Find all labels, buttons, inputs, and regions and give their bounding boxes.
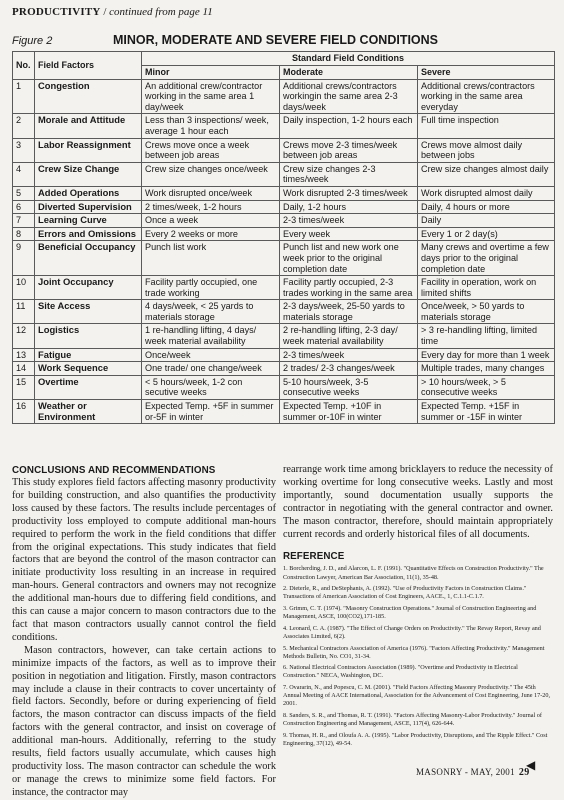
field-conditions-table <box>12 51 555 424</box>
moderate-condition: 5-10 hours/week, 3-5 consecutive weeks <box>280 375 418 399</box>
field-factor: Learning Curve <box>35 214 142 228</box>
field-factor: Work Sequence <box>35 362 142 376</box>
table-row <box>13 114 555 138</box>
moderate-condition: Additional crews/contractors workingin the same area 2-3 days/week <box>280 79 418 114</box>
row-number: 12 <box>13 324 35 348</box>
conclusions-heading: CONCLUSIONS AND RECOMMENDATIONS <box>12 465 216 476</box>
row-number: 14 <box>13 362 35 376</box>
row-number: 11 <box>13 300 35 324</box>
severe-condition: Every day for more than 1 week <box>418 348 555 362</box>
field-factor: Added Operations <box>35 186 142 200</box>
field-factor: Fatigue <box>35 348 142 362</box>
severe-condition: > 10 hours/week, > 5 consecutive weeks <box>418 375 555 399</box>
figure-title: MINOR, MODERATE AND SEVERE FIELD CONDITIONS <box>113 33 439 47</box>
table-row <box>13 186 555 200</box>
moderate-condition: Daily inspection, 1-2 hours each <box>280 114 418 138</box>
continued-note: continued from page 11 <box>109 6 213 18</box>
running-head-separator: / <box>100 6 110 18</box>
field-factor: Crew Size Change <box>35 162 142 186</box>
severe-condition: Once/week, > 50 yards to materials storage <box>418 300 555 324</box>
page-footer <box>416 767 530 778</box>
table-row <box>13 324 555 348</box>
row-number: 3 <box>13 138 35 162</box>
table-row <box>13 214 555 228</box>
minor-condition: 2 times/week, 1-2 hours <box>142 200 280 214</box>
figure-label: Figure 2 <box>12 35 53 47</box>
table-row <box>13 241 555 276</box>
conclusions-paragraph-3: rearrange work time among bricklayers to reduce the necessity of working overtime for long consecutive weeks. Lastly and most importantly, sound documentation usually supports the contractor in negotiating with the general contractor and owner. The mason contractor, therefore, should maintain appropriately current records and orderly historical files of all documents. <box>283 464 553 540</box>
moderate-condition: Crews move 2-3 times/week between job areas <box>280 138 418 162</box>
severe-condition: Daily <box>418 214 555 228</box>
severe-condition: Many crews and overtime a few days prior to the original completion date <box>418 241 555 276</box>
row-number: 5 <box>13 186 35 200</box>
reference-item: 5. Mechanical Contractors Association of America (1976). "Factors Affecting Productivity." Management Methods Bulletin, No. CO1, 31-34. <box>283 644 545 660</box>
severe-condition: > 3 re-handling lifting, limited time <box>418 324 555 348</box>
field-factor: Overtime <box>35 375 142 399</box>
minor-condition: Less than 3 inspections/ week, average 1 hour each <box>142 114 280 138</box>
minor-condition: Once a week <box>142 214 280 228</box>
field-factor: Site Access <box>35 300 142 324</box>
moderate-condition: Every week <box>280 227 418 241</box>
minor-condition: 4 days/week, < 25 yards to materials storage <box>142 300 280 324</box>
moderate-condition: 2-3 times/week <box>280 348 418 362</box>
minor-condition: Every 2 weeks or more <box>142 227 280 241</box>
moderate-condition: 2 trades/ 2-3 changes/week <box>280 362 418 376</box>
reference-item: 7. Ovararin, N., and Popescu, C. M. (2001). "Field Factors Affecting Masonry Productivity." The 45th Annual Meeting of AACE International, Association for the Advancement of Cost Engineering, June 17-20, 2001. <box>283 684 551 708</box>
minor-condition: An additional crew/contractor working in the same area 1 day/week <box>142 79 280 114</box>
severe-condition: Crews move almost daily between jobs <box>418 138 555 162</box>
table-row <box>13 79 555 114</box>
reference-heading: REFERENCE <box>283 551 345 563</box>
severe-condition: Crew size changes almost daily <box>418 162 555 186</box>
moderate-condition: 2-3 days/week, 25-50 yards to materials storage <box>280 300 418 324</box>
table-row <box>13 400 555 424</box>
right-column <box>283 464 553 752</box>
minor-condition: Crews move once a week between job areas <box>142 138 280 162</box>
conclusions-paragraph-1: This study explores field factors affecting masonry productivity for building construction, and also quantifies the productivity loss caused by these factors. The results include percentages of productivity loss employed to compute additional man-hours required to perform the work in the field conditions that differ from the original expectations. This study indicates that field factors that are beyond the control of the mason contractor can initiate productivity loss resulting in an increase in required man-hours. General contractors and owners may not recognize the additional man-hours due to differing field conditions, and this can cause a major concern to mason contractors due to the fact that mason contractors usually cannot control the field conditions. <box>12 477 276 643</box>
field-factor: Diverted Supervision <box>35 200 142 214</box>
severe-condition: Full time inspection <box>418 114 555 138</box>
row-number: 10 <box>13 276 35 300</box>
row-number: 1 <box>13 79 35 114</box>
row-number: 8 <box>13 227 35 241</box>
reference-item: 3. Grimm, C. T. (1974). "Masonry Construction Operations." Journal of Construction Engineering and Management, ASCE, 100(CO2),171-185. <box>283 605 537 621</box>
severe-condition: Expected Temp. +15F in summer or -15F in winter <box>418 400 555 424</box>
table-row <box>13 162 555 186</box>
continue-arrow-icon: ◀ <box>526 758 536 772</box>
field-factor: Beneficial Occupancy <box>35 241 142 276</box>
moderate-condition: Facility partly occupied, 2-3 trades working in the same area <box>280 276 418 300</box>
minor-condition: 1 re-handling lifting, 4 days/ week material availability <box>142 324 280 348</box>
reference-item: 6. National Electrical Contractors Association (1989). "Overtime and Productivity in Electrical Construction." NECA, Washington, DC. <box>283 664 518 680</box>
field-factor: Congestion <box>35 79 142 114</box>
conclusions-paragraph-2: Mason contractors, however, can take certain actions to minimize impacts of the factors, as well as to improve their position in negotiation and litigation. Firstly, mason contractors may include a clause in their contracts to cover uncertainty of field factors. Secondly, before or during experiencing of field factors, the mason contractor can discuss impacts of the field factors with the general contractor, and insist on coverage of additional man-hours. Additionally, referring to the study results, field factors usually accumulate, which causes high productivity loss. The mason contractor can schedule the work or manage the crews to minimize some field factors. For instance, the contractor may <box>12 644 276 798</box>
table-row <box>13 227 555 241</box>
moderate-condition: Punch list and new work one week prior to the original completion date <box>280 241 418 276</box>
row-number: 4 <box>13 162 35 186</box>
minor-condition: Punch list work <box>142 241 280 276</box>
header-no: No. <box>13 52 35 80</box>
row-number: 16 <box>13 400 35 424</box>
reference-item: 1. Borcherding, J. D., and Alarcon, L. F. (1991). "Quantitative Effects on Construction Productivity." The Construction Lawyer, American Bar Association, 11(1), 35-48. <box>283 565 544 581</box>
moderate-condition: Daily, 1-2 hours <box>280 200 418 214</box>
severe-condition: Additional crews/contractors working in the same area everyday <box>418 79 555 114</box>
header-standard-field-conditions: Standard Field Conditions <box>142 52 555 66</box>
row-number: 6 <box>13 200 35 214</box>
severe-condition: Multiple trades, many changes <box>418 362 555 376</box>
reference-item: 9. Thomas, H. R., and Oloufa A. A. (1995). "Labor Productivity, Disruptions, and The Ripple Effect." Cost Engineering, 37(12), 49-54. <box>283 731 548 747</box>
page-number: 29 <box>518 767 530 778</box>
row-number: 2 <box>13 114 35 138</box>
table-row <box>13 375 555 399</box>
reference-item: 8. Sanders, S. R., and Thomas, R. T. (1991). "Factors Affecting Masonry-Labor Productivity." Journal of Construction Engineering and Management, ASCE, 117(4), 626-644. <box>283 712 542 728</box>
table-row <box>13 348 555 362</box>
minor-condition: One trade/ one change/week <box>142 362 280 376</box>
minor-condition: < 5 hours/week, 1-2 con secutive weeks <box>142 375 280 399</box>
field-factor: Errors and Omissions <box>35 227 142 241</box>
field-factor: Joint Occupancy <box>35 276 142 300</box>
header-minor: Minor <box>142 66 280 80</box>
issue-label: MASONRY - MAY, 2001 <box>416 767 515 777</box>
table-row <box>13 300 555 324</box>
minor-condition: Expected Temp. +5F in summer or-5F in winter <box>142 400 280 424</box>
minor-condition: Once/week <box>142 348 280 362</box>
running-head <box>12 6 213 18</box>
moderate-condition: Crew size changes 2-3 times/week <box>280 162 418 186</box>
field-factor: Weather or Environment <box>35 400 142 424</box>
table-row <box>13 200 555 214</box>
minor-condition: Facility partly occupied, one trade working <box>142 276 280 300</box>
severe-condition: Work disrupted almost daily <box>418 186 555 200</box>
severe-condition: Every 1 or 2 day(s) <box>418 227 555 241</box>
row-number: 15 <box>13 375 35 399</box>
moderate-condition: 2-3 times/week <box>280 214 418 228</box>
table-row <box>13 138 555 162</box>
field-factor: Morale and Attitude <box>35 114 142 138</box>
header-severe: Severe <box>418 66 555 80</box>
header-moderate: Moderate <box>280 66 418 80</box>
reference-item: 2. Dieterle, R., and DeStephanis, A. (1992). "Use of Productivity Factors in Construction Claims." Transactions of American Association of Cost Engineers, AACE., 1, C.1.1-C.1.7. <box>283 585 527 601</box>
field-factor: Labor Reassignment <box>35 138 142 162</box>
row-number: 13 <box>13 348 35 362</box>
reference-item: 4. Leonard, C. A. (1987). "The Effect of Change Orders on Productivity." The Revay Report, Revay and Associates Limited, 6(2). <box>283 624 541 640</box>
section-name: PRODUCTIVITY <box>12 6 101 18</box>
severe-condition: Facility in operation, work on limited shifts <box>418 276 555 300</box>
row-number: 9 <box>13 241 35 276</box>
minor-condition: Work disrupted once/week <box>142 186 280 200</box>
moderate-condition: 2 re-handling lifting, 2-3 day/ week material availability <box>280 324 418 348</box>
field-factor: Logistics <box>35 324 142 348</box>
minor-condition: Crew size changes once/week <box>142 162 280 186</box>
moderate-condition: Expected Temp. +10F in summer or-10F in winter <box>280 400 418 424</box>
header-field-factors: Field Factors <box>35 52 142 80</box>
severe-condition: Daily, 4 hours or more <box>418 200 555 214</box>
row-number: 7 <box>13 214 35 228</box>
table-body <box>13 79 555 424</box>
reference-list <box>283 565 553 748</box>
moderate-condition: Work disrupted 2-3 times/week <box>280 186 418 200</box>
table-row <box>13 276 555 300</box>
left-column <box>12 465 276 800</box>
table-row <box>13 362 555 376</box>
